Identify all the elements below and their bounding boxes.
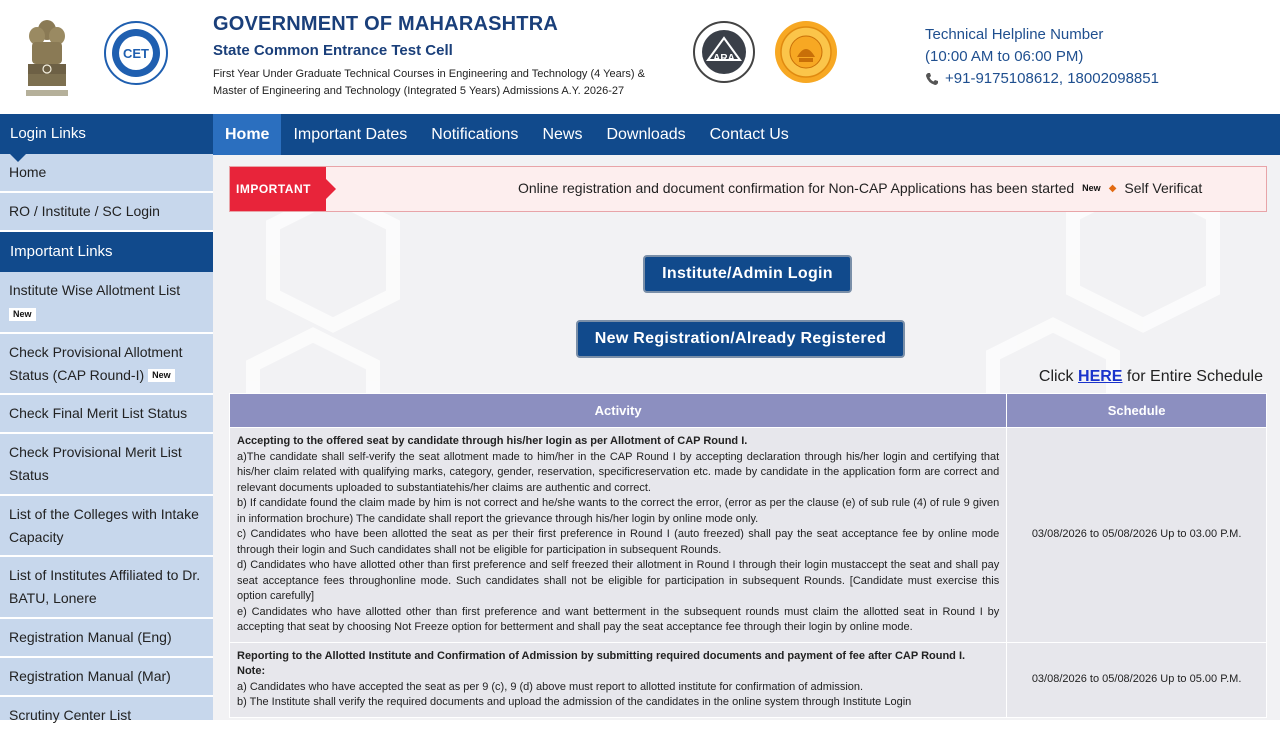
sidebar-item-check-provisional-allotment-status[interactable] — [0, 334, 213, 395]
sidebar-heading-login-links — [0, 114, 213, 154]
nav-notifications[interactable]: Notifications — [431, 125, 519, 143]
ticker-new-badge: New — [1082, 183, 1101, 193]
sidebar-item-label: List of the Colleges with Intake Capacity — [9, 505, 199, 545]
top-navigation — [213, 114, 1280, 155]
sidebar-item-list-of-colleges-intake-capacity[interactable] — [0, 496, 213, 557]
phone-icon — [925, 72, 939, 86]
course-line-2: Master of Engineering and Technology (Integrated 5 Years) Admissions A.Y. 2026-27 — [213, 85, 625, 97]
important-tag: IMPORTANT — [230, 167, 326, 211]
helpline-hours: (10:00 AM to 06:00 PM) — [925, 48, 1084, 65]
helpline-phone-numbers[interactable]: +91-9175108612, 18002098851 — [945, 70, 1159, 87]
sidebar-item-registration-manual-eng[interactable] — [0, 619, 213, 658]
sidebar-item-registration-manual-mar[interactable] — [0, 658, 213, 697]
new-badge: New — [9, 308, 36, 321]
helpline-block — [925, 24, 1159, 90]
schedule-table — [229, 393, 1267, 718]
schedule-prefix: Click — [1038, 368, 1074, 385]
sidebar-item-institute-wise-allotment-list[interactable] — [0, 272, 213, 334]
sidebar-item-institutes-affiliated-batu[interactable] — [0, 557, 213, 619]
sidebar-item-label: Check Provisional Merit List Status — [9, 444, 182, 483]
government-title: GOVERNMENT OF MAHARASHTRA — [213, 13, 558, 35]
sidebar-item-label: RO / Institute / SC Login — [9, 203, 160, 219]
diamond-bullet-icon: ◆ — [1108, 182, 1117, 194]
ticker-message[interactable]: Online registration and document confirmation for Non-CAP Applications has been started — [518, 180, 1075, 196]
column-header-activity: Activity — [230, 394, 1007, 428]
nav-important-dates[interactable]: Important Dates — [293, 125, 408, 143]
main-content — [213, 155, 1280, 720]
schedule-suffix: for Entire Schedule — [1126, 368, 1263, 385]
activity-heading: Accepting to the offered seat by candidate through his/her login as per Allotment of CAP Round I. — [237, 435, 748, 447]
title-block — [213, 13, 683, 100]
ticker-next-message[interactable]: Self Verificat — [1124, 180, 1203, 196]
nav-home[interactable]: Home — [213, 114, 281, 155]
important-ticker — [229, 166, 1267, 212]
activity-note-label: Note: — [237, 665, 266, 677]
course-line-1: First Year Under Graduate Technical Courses in Engineering and Technology (4 Years) & — [213, 68, 645, 80]
entire-schedule-line — [1039, 368, 1263, 386]
sidebar-item-check-provisional-merit-list-status[interactable] — [0, 434, 213, 496]
ara-logo-icon — [692, 20, 756, 84]
sidebar-item-label: Check Final Merit List Status — [9, 405, 188, 421]
schedule-cell: 03/08/2026 to 05/08/2026 Up to 03.00 P.M. — [1007, 428, 1267, 643]
new-badge: New — [148, 369, 175, 382]
nav-news[interactable]: News — [542, 125, 583, 143]
heading-arrow-icon — [10, 154, 26, 162]
institute-admin-login-button[interactable]: Institute/Admin Login — [643, 255, 852, 293]
sidebar-item-label: Institute Wise Allotment List — [9, 282, 181, 298]
table-row — [230, 642, 1267, 717]
sidebar-item-label: Registration Manual (Mar) — [9, 668, 171, 684]
nav-downloads[interactable]: Downloads — [606, 125, 686, 143]
state-emblem-icon — [22, 16, 72, 102]
activity-cell — [230, 428, 1007, 643]
sidebar-item-label: Home — [9, 164, 47, 180]
column-header-schedule: Schedule — [1007, 394, 1267, 428]
helpline-phone-row[interactable] — [925, 68, 1159, 90]
course-description — [213, 66, 683, 100]
activity-heading: Reporting to the Allotted Institute and Confirmation of Admission by submitting required documents and payment of fee after CAP Round I. — [237, 649, 966, 662]
maharashtra-seal-icon — [773, 19, 839, 85]
activity-body: a) Candidates who have accepted the seat as per 9 (c), 9 (d) above must report to allotted institute for confirmation of admission. b) The Institute shall verify the required documents and upload the admission of the candidates in the online system through Institute Login — [237, 680, 912, 708]
activity-cell — [230, 642, 1007, 717]
table-row — [230, 428, 1267, 643]
ticker-marquee[interactable] — [518, 180, 1202, 196]
cet-logo-icon — [103, 20, 169, 86]
sidebar-item-label: Scrutiny Center List — [9, 707, 132, 723]
schedule-here-link[interactable]: HERE — [1078, 368, 1123, 385]
activity-body: a)The candidate shall self-verify the seat allotment made to him/her in the CAP Round I by accepting declaration through his/her login and certifying that his/her claim related with qualifying marks, category, gender, reservation, specificreservation etc. made by candidate in the application form are correct and relevant documents uploaded to substantiatehis/her claims are authentic and correct. b) If candidate found the claim made by him is not correct and he/she wants to the correct the error, (error as per the clause (e) of sub rule (4) of rule 9 given in information brochure) The candidate shall report the grievance through his/her login by online mode only. c) Candidates who have been allotted the seat as per their first preference in Round I (auto freezed) shall pay the seat acceptance fee by online mode through their login and Such candidates shall not be eligible for participation in subsequent Rounds. d) Candidates who have allotted other than first preference and self freezed their allotment in Round I through their login mustaccept the seat and shall pay seat acceptance fees throughonline mode. Such candidates shall not be eligible for participation in subsequent Rounds. [Candidate must exercise this option carefully] e) Candidates who have allotted other than first preference and want betterment in the subsequent rounds must claim the allotted seat in Round I by accepting that seat by choosing Not Freeze option for betterment and shall pay the seat acceptance fee through their login by online mode. — [237, 450, 1000, 633]
sidebar-item-label-text: Check Provisional Allotment Status (CAP Round-I) — [9, 343, 183, 383]
nav-contact-us[interactable]: Contact Us — [709, 125, 789, 143]
cell-title: State Common Entrance Test Cell — [213, 42, 453, 59]
site-header — [0, 0, 1280, 114]
sidebar-item-label: Registration Manual (Eng) — [9, 629, 172, 645]
sidebar-heading-important-links — [0, 232, 213, 272]
ara-logo-text: ARA — [713, 53, 735, 64]
helpline-title: Technical Helpline Number — [925, 26, 1104, 43]
table-header-row — [230, 394, 1267, 428]
sidebar-item-label: List of Institutes Affiliated to Dr. BATU, Lonere — [9, 567, 201, 606]
important-links-heading-label: Important Links — [10, 243, 113, 260]
sidebar-item-label — [9, 341, 204, 387]
schedule-cell: 03/08/2026 to 05/08/2026 Up to 05.00 P.M. — [1007, 642, 1267, 717]
sidebar-item-scrutiny-center-list[interactable] — [0, 697, 213, 736]
new-registration-button[interactable]: New Registration/Already Registered — [576, 320, 905, 358]
login-links-heading-label: Login Links — [10, 125, 86, 142]
sidebar-item-check-final-merit-list-status[interactable] — [0, 395, 213, 434]
sidebar-item-ro-institute-sc-login[interactable] — [0, 193, 213, 232]
sidebar-item-home[interactable] — [0, 154, 213, 193]
cet-logo-text: CET — [123, 46, 149, 61]
sidebar — [0, 114, 213, 723]
